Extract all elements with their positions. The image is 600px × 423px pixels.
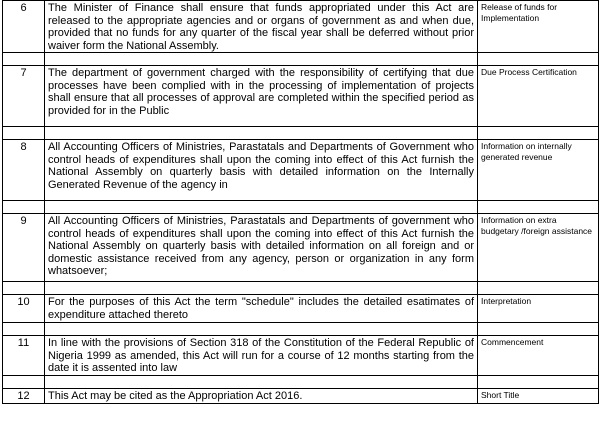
section-text: The Minister of Finance shall ensure that funds appropriated under this Act are released to the appropriate agencies and or organs of government as and when due, provided that no funds for any quarter of the fiscal year shall be deferred without prior waiver form the National Assembly.	[45, 1, 478, 53]
table-spacer-row	[3, 376, 599, 389]
table-row-section-10	[3, 295, 599, 323]
section-text: In line with the provisions of Section 318 of the Constitution of the Federal Republic of Nigeria 1999 as amended, this Act will run for a course of 12 months starting from the date it is assented into law	[45, 336, 478, 376]
section-side-note: Short Title	[478, 389, 599, 404]
section-number: 8	[3, 140, 45, 201]
section-text: All Accounting Officers of Ministries, Parastatals and Departments of Government who control heads of expenditures shall upon the coming into effect of this Act furnish the National Assembly on quarterly basis with detailed information on the Internally Generated Revenue of the agency in	[45, 140, 478, 201]
section-number: 7	[3, 66, 45, 127]
table-row-section-12	[3, 389, 599, 404]
table-row-section-9	[3, 214, 599, 282]
section-text: For the purposes of this Act the term "schedule" includes the detailed esatimates of expenditure attached thereto	[45, 295, 478, 323]
sections-table	[2, 0, 599, 404]
table-spacer-row	[3, 201, 599, 214]
section-number: 9	[3, 214, 45, 282]
table-row-section-6	[3, 1, 599, 53]
table-row-section-8	[3, 140, 599, 201]
table-row-section-11	[3, 336, 599, 376]
appropriation-act-table-page	[2, 0, 598, 404]
section-number: 6	[3, 1, 45, 53]
section-side-note: Due Process Certification	[478, 66, 599, 127]
section-number: 10	[3, 295, 45, 323]
table-row-section-7	[3, 66, 599, 127]
table-spacer-row	[3, 323, 599, 336]
section-text: The department of government charged with the responsibility of certifying that due processes have been complied with in the processing of implementation of projects shall ensure that all processes of approval are completed within the specified period as provided for in the Public	[45, 66, 478, 127]
section-side-note: Release of funds for Implementation	[478, 1, 599, 53]
section-number: 11	[3, 336, 45, 376]
table-spacer-row	[3, 53, 599, 66]
table-spacer-row	[3, 282, 599, 295]
section-side-note: Information on internally generated revenue	[478, 140, 599, 201]
section-text: All Accounting Officers of Ministries, Parastatals and Departments of government who control heads of expenditures shall upon the coming into effect of this Act furnish the National Assembly on quarterly basis with detailed information on all foreign and or domestic assistance received from any agency, person or organization in any form whatsoever;	[45, 214, 478, 282]
section-number: 12	[3, 389, 45, 404]
section-side-note: Commencement	[478, 336, 599, 376]
section-side-note: Information on extra budgetary /foreign assistance	[478, 214, 599, 282]
section-text: This Act may be cited as the Appropriation Act 2016.	[45, 389, 478, 404]
table-spacer-row	[3, 127, 599, 140]
section-side-note: Interpretation	[478, 295, 599, 323]
